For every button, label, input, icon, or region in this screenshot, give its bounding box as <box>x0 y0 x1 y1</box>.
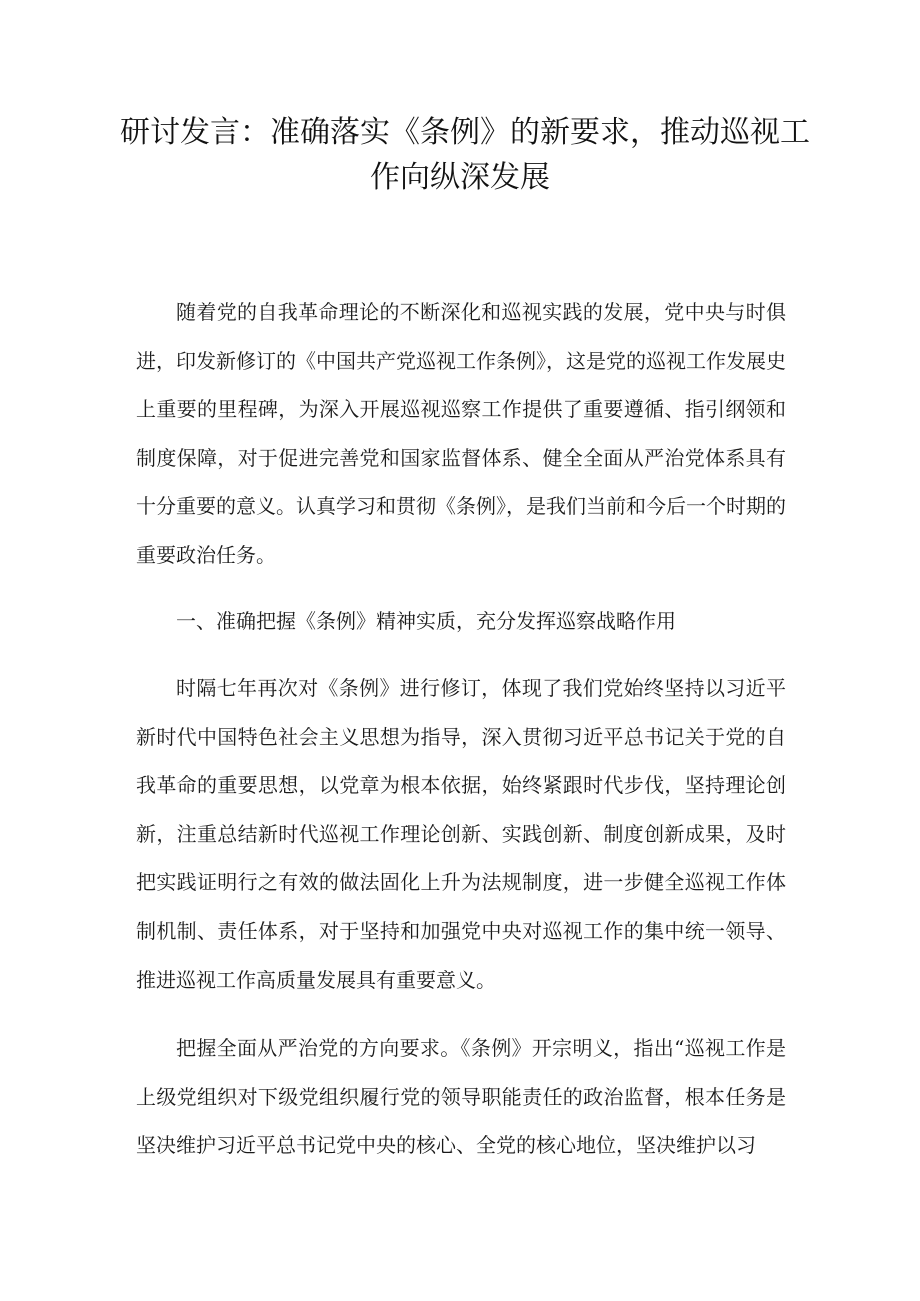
section-heading: 一、准确把握《条例》精神实质，充分发挥巡察战略作用 <box>176 609 676 633</box>
intro-paragraph: 随着党的自我革命理论的不断深化和巡视实践的发展，党中央与时俱进，印发新修订的《中国共产党巡视工作条例》，这是党的巡视工作发展史上重要的里程碑，为深入开展巡视巡察工作提供了重要遵循、指引纲领和制度保障，对于促进完善党和国家监督体系、健全全面从严治党体系具有十分重要的意义。认真学习和贯彻《条例》，是我们当前和今后一个时期的重要政治任务。 <box>136 300 786 567</box>
body-paragraph-truncated: 把握全面从严治党的方向要求。《条例》开宗明义，指出“巡视工作是上级党组织对下级党组织履行党的领导职能责任的政治监督，根本任务是坚决维护习近平总书记党中央的核心、全党的核心地位，坚决维护以习 <box>136 1036 786 1158</box>
document-title-line-2: 作向纵深发展 <box>370 160 550 195</box>
document-title-line-1: 研讨发言：准确落实《条例》的新要求，推动巡视工 <box>120 115 810 150</box>
body-paragraph: 时隔七年再次对《条例》进行修订，体现了我们党始终坚持以习近平新时代中国特色社会主义思想为指导，深入贯彻习近平总书记关于党的自我革命的重要思想，以党章为根本依据，始终紧跟时代步伐，坚持理论创新，注重总结新时代巡视工作理论创新、实践创新、制度创新成果，及时把实践证明行之有效的做法固化上升为法规制度，进一步健全巡视工作体制机制、责任体系，对于坚持和加强党中央对巡视工作的集中统一领导、推进巡视工作高质量发展具有重要意义。 <box>136 676 786 992</box>
